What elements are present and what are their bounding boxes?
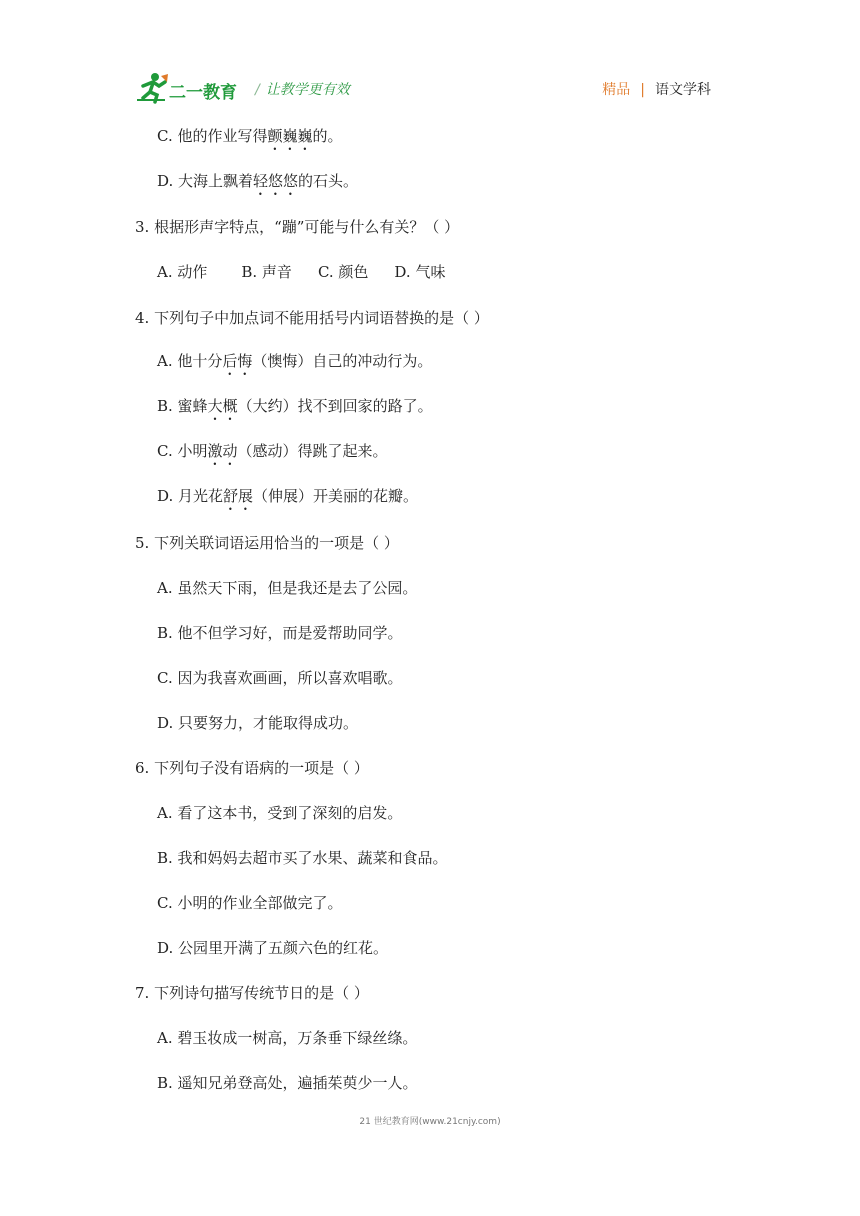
question-6: 6. 下列句子没有语病的一项是（ ） <box>135 759 369 777</box>
dotted-word: 后悔 <box>222 352 253 370</box>
q2-option-d: D. 大海上飘着轻悠悠的石头。 <box>157 172 359 190</box>
brand-tag: 精品 | 语文学科 <box>602 82 711 98</box>
q6-option-b: B. 我和妈妈去超市买了水果、蔬菜和食品。 <box>157 849 448 867</box>
page-header <box>135 72 715 106</box>
q7-option-b: B. 遥知兄弟登高处，遍插茱萸少一人。 <box>157 1074 418 1092</box>
q4-option-c: C. 小明激动（感动）得跳了起来。 <box>157 442 388 460</box>
subject-label: 语文学科 <box>655 82 711 98</box>
dotted-word: 颤巍巍 <box>267 127 313 145</box>
question-5: 5. 下列关联词语运用恰当的一项是（ ） <box>135 534 399 552</box>
q4-option-a: A. 他十分后悔（懊悔）自己的冲动行为。 <box>157 352 433 370</box>
q6-option-d: D. 公园里开满了五颜六色的红花。 <box>157 939 389 957</box>
logo-text: 二一教育 <box>169 83 237 103</box>
q6-option-a: A. 看了这本书，受到了深刻的启发。 <box>157 804 403 822</box>
q5-option-c: C. 因为我喜欢画画，所以喜欢唱歌。 <box>157 669 403 687</box>
slogan: / 让教学更有效 <box>255 82 350 98</box>
question-3: 3. 根据形声字特点，“蹦”可能与什么有关？（ ） <box>135 218 460 236</box>
q5-option-a: A. 虽然天下雨，但是我还是去了公园。 <box>157 579 418 597</box>
slogan-text: 让教学更有效 <box>265 82 350 98</box>
dotted-word: 大概 <box>207 397 238 415</box>
dotted-word: 轻悠悠 <box>253 172 299 190</box>
dotted-word: 舒展 <box>223 487 254 505</box>
logo <box>135 72 243 104</box>
q5-option-b: B. 他不但学习好，而是爱帮助同学。 <box>157 624 403 642</box>
q4-option-b: B. 蜜蜂大概（大约）找不到回家的路了。 <box>157 397 433 415</box>
q6-option-c: C. 小明的作业全部做完了。 <box>157 894 343 912</box>
q4-option-d: D. 月光花舒展（伸展）开美丽的花瓣。 <box>157 487 419 505</box>
runner-logo-icon <box>135 72 171 104</box>
page-footer: 21 世纪教育网(www.21cnjy.com) <box>359 1117 501 1127</box>
question-7: 7. 下列诗句描写传统节日的是（ ） <box>135 984 369 1002</box>
dotted-word: 激动 <box>207 442 238 460</box>
question-4: 4. 下列句子中加点词不能用括号内词语替换的是（ ） <box>135 309 489 327</box>
q7-option-a: A. 碧玉妆成一树高，万条垂下绿丝绦。 <box>157 1029 418 1047</box>
q3-options: A. 动作 B. 声音 C. 颜色 D. 气味 <box>157 263 446 281</box>
quality-label: 精品 <box>602 82 631 98</box>
q5-option-d: D. 只要努力，才能取得成功。 <box>157 714 359 732</box>
q2-option-c: C. 他的作业写得颤巍巍的。 <box>157 127 343 145</box>
